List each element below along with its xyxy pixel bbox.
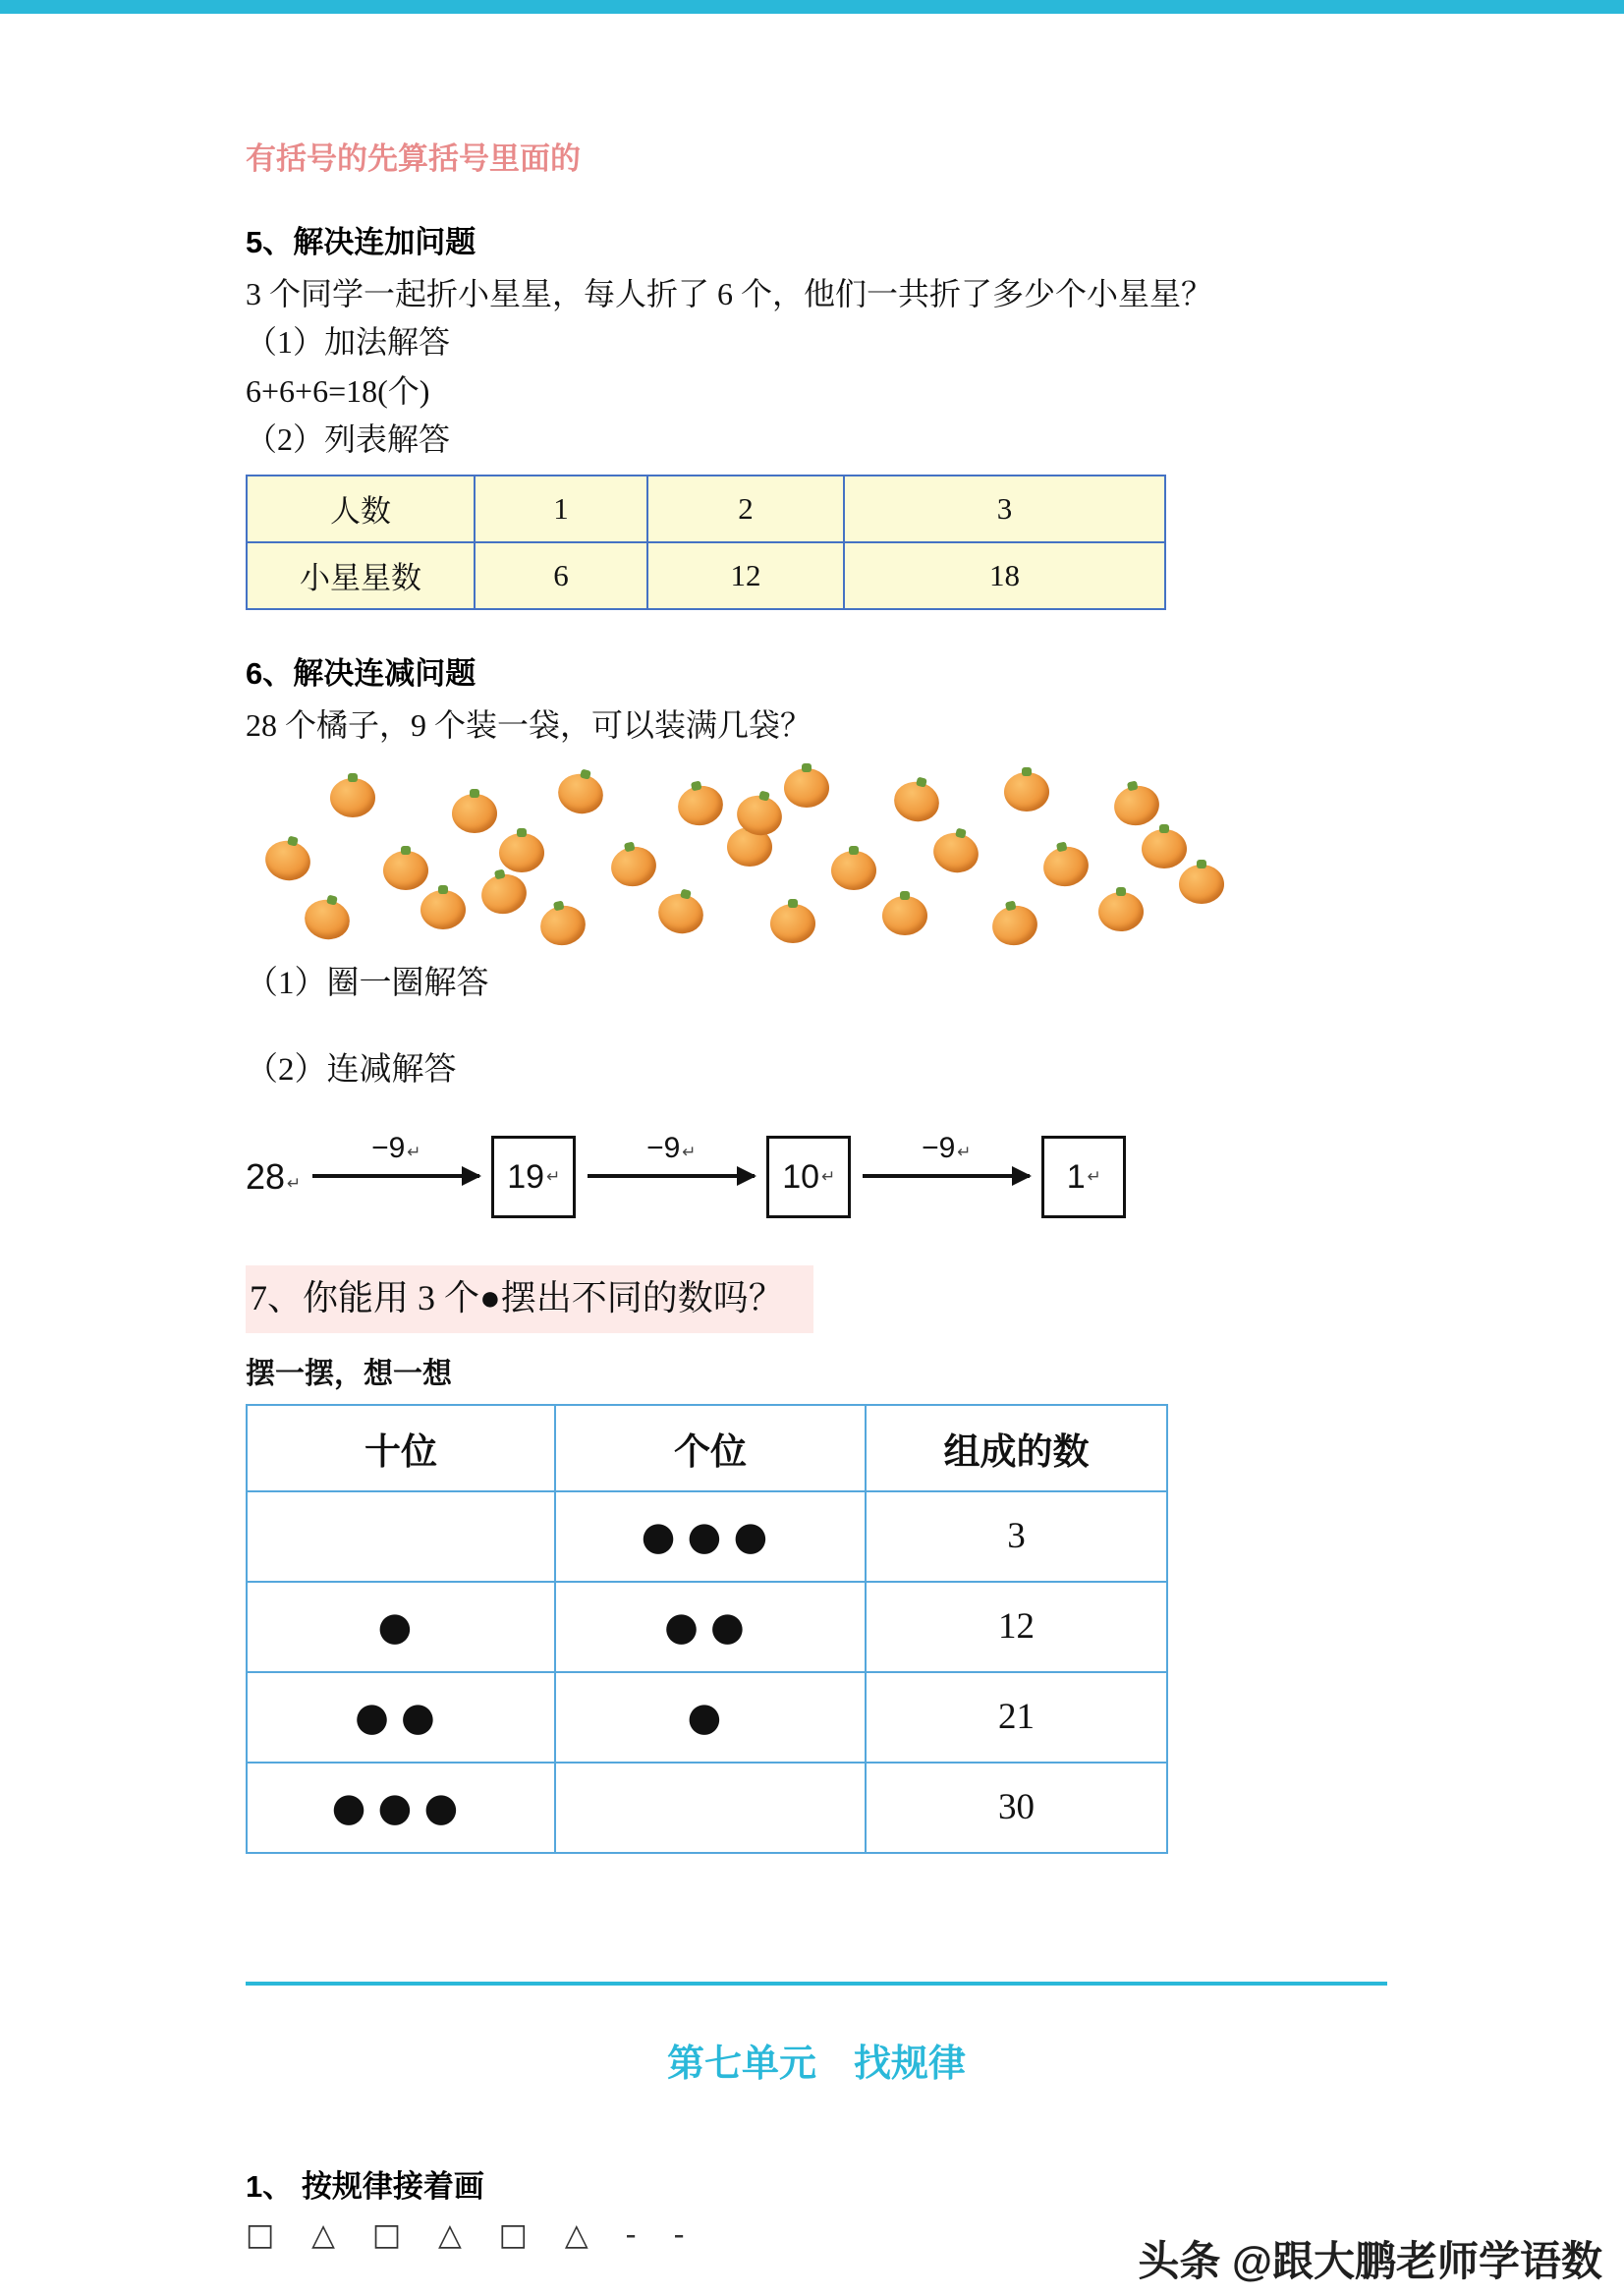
flow-arrow xyxy=(863,1131,1030,1178)
section6-problem: 28 个橘子，9 个装一袋，可以装满几袋？ xyxy=(246,706,812,743)
watermark: 头条 @跟大鹏老师学语数 xyxy=(1138,2238,1602,2284)
orange-icon xyxy=(770,904,815,943)
flow-result-box: 10 ↵ xyxy=(766,1136,851,1218)
tens-dots xyxy=(247,1491,555,1582)
orange-icon xyxy=(1039,843,1092,891)
ones-dots: ●●● xyxy=(555,1491,866,1582)
column-header: 组成的数 xyxy=(866,1405,1167,1491)
flow-arrow xyxy=(312,1131,479,1178)
table-cell: 人数 xyxy=(247,476,475,542)
unit7-title: 第七单元 找规律 xyxy=(666,2043,966,2085)
orange-icon xyxy=(452,794,497,833)
table-cell: 6 xyxy=(475,542,647,609)
orange-icon xyxy=(383,851,428,890)
orange-icon xyxy=(499,833,544,872)
table-cell: 12 xyxy=(647,542,844,609)
subtraction-flow-diagram xyxy=(246,1122,1398,1232)
return-mark-icon: ↵ xyxy=(1087,1167,1101,1188)
top-accent-bar xyxy=(0,0,1624,14)
flow-operation: −9 ↵ xyxy=(371,1132,421,1165)
flow-result-box: 1 ↵ xyxy=(1041,1136,1126,1218)
column-header: 十位 xyxy=(247,1405,555,1491)
table-cell: 小星星数 xyxy=(247,542,475,609)
ones-dots: ●● xyxy=(555,1582,866,1672)
return-mark-icon: ↵ xyxy=(287,1174,302,1195)
table-cell: 2 xyxy=(647,476,844,542)
section5-title: 5、解决连加问题 xyxy=(246,225,476,260)
orange-icon xyxy=(420,890,466,929)
orange-icon xyxy=(1142,829,1187,868)
right-arrow-icon xyxy=(312,1174,479,1178)
section6-part2-label: （2）连减解答 xyxy=(246,1052,457,1089)
document-content xyxy=(0,140,1624,2253)
orange-icon xyxy=(536,902,588,950)
table-cell: 18 xyxy=(844,542,1165,609)
table-row xyxy=(247,1491,1167,1582)
orange-icon xyxy=(929,828,982,877)
place-value-table xyxy=(246,1404,1168,1854)
orange-icon xyxy=(988,902,1040,950)
orange-icon xyxy=(674,782,726,830)
flow-operation: −9 ↵ xyxy=(922,1132,972,1165)
ones-dots xyxy=(555,1763,866,1853)
orange-icon xyxy=(477,870,530,919)
table-row xyxy=(247,1672,1167,1763)
orange-icon xyxy=(890,777,943,826)
orange-icon xyxy=(554,769,607,818)
section7-subtitle: 摆一摆，想一想 xyxy=(246,1357,452,1390)
section6-part1-label: （1）圈一圈解答 xyxy=(246,965,489,1001)
section5-problem: 3 个同学一起折小星星，每人折了 6 个，他们一共折了多少个小星星？ xyxy=(246,276,1213,312)
tens-dots: ●●● xyxy=(247,1763,555,1853)
table-row xyxy=(247,1582,1167,1672)
flow-arrow xyxy=(588,1131,755,1178)
orange-icon xyxy=(882,896,927,935)
return-mark-icon: ↵ xyxy=(821,1167,836,1188)
section5-part1-label: （1）加法解答 xyxy=(246,324,451,361)
tens-dots: ● xyxy=(247,1582,555,1672)
orange-icon xyxy=(330,778,375,817)
unit7-item1-title: 1、 按规律接着画 xyxy=(246,2168,484,2204)
flow-operation: −9 ↵ xyxy=(646,1132,697,1165)
orange-icon xyxy=(261,836,314,885)
section6-title: 6、解决连减问题 xyxy=(246,655,476,691)
flow-result-box: 19 ↵ xyxy=(491,1136,576,1218)
ones-dots: ● xyxy=(555,1672,866,1763)
return-mark-icon: ↵ xyxy=(682,1143,697,1163)
orange-icon xyxy=(301,895,354,944)
orange-icon xyxy=(607,843,659,891)
composed-number: 3 xyxy=(866,1491,1167,1582)
composed-number: 30 xyxy=(866,1763,1167,1853)
table-header-row xyxy=(247,1405,1167,1491)
table-cell: 3 xyxy=(844,476,1165,542)
tens-dots: ●● xyxy=(247,1672,555,1763)
right-arrow-icon xyxy=(863,1174,1030,1178)
section5-part2-label: （2）列表解答 xyxy=(246,420,451,457)
return-mark-icon: ↵ xyxy=(546,1167,561,1188)
note-text: 有括号的先算括号里面的 xyxy=(246,141,581,176)
orange-icon xyxy=(831,851,876,890)
composed-number: 12 xyxy=(866,1582,1167,1672)
section-divider xyxy=(246,1982,1387,1986)
right-arrow-icon xyxy=(588,1174,755,1178)
section7-title: 7、你能用 3 个●摆出不同的数吗？ xyxy=(246,1265,813,1333)
orange-icon xyxy=(784,768,829,808)
table-row xyxy=(247,476,1165,542)
orange-icon xyxy=(1179,865,1224,904)
orange-icon xyxy=(654,889,707,938)
star-count-table xyxy=(246,475,1166,610)
table-cell: 1 xyxy=(475,476,647,542)
composed-number: 21 xyxy=(866,1672,1167,1763)
table-row xyxy=(247,1763,1167,1853)
pattern-shapes: □ △ □ △ □ △ - - xyxy=(246,2216,699,2253)
return-mark-icon: ↵ xyxy=(407,1143,421,1163)
flow-start-number: 28 ↵ xyxy=(246,1156,302,1198)
table-row xyxy=(247,542,1165,609)
column-header: 个位 xyxy=(555,1405,866,1491)
section5-part1-answer: 6+6+6=18(个) xyxy=(246,372,430,409)
orange-icon xyxy=(1110,782,1162,830)
orange-icon xyxy=(1098,892,1144,931)
return-mark-icon: ↵ xyxy=(957,1143,972,1163)
oranges-illustration xyxy=(246,756,1238,938)
orange-icon xyxy=(1004,772,1049,812)
